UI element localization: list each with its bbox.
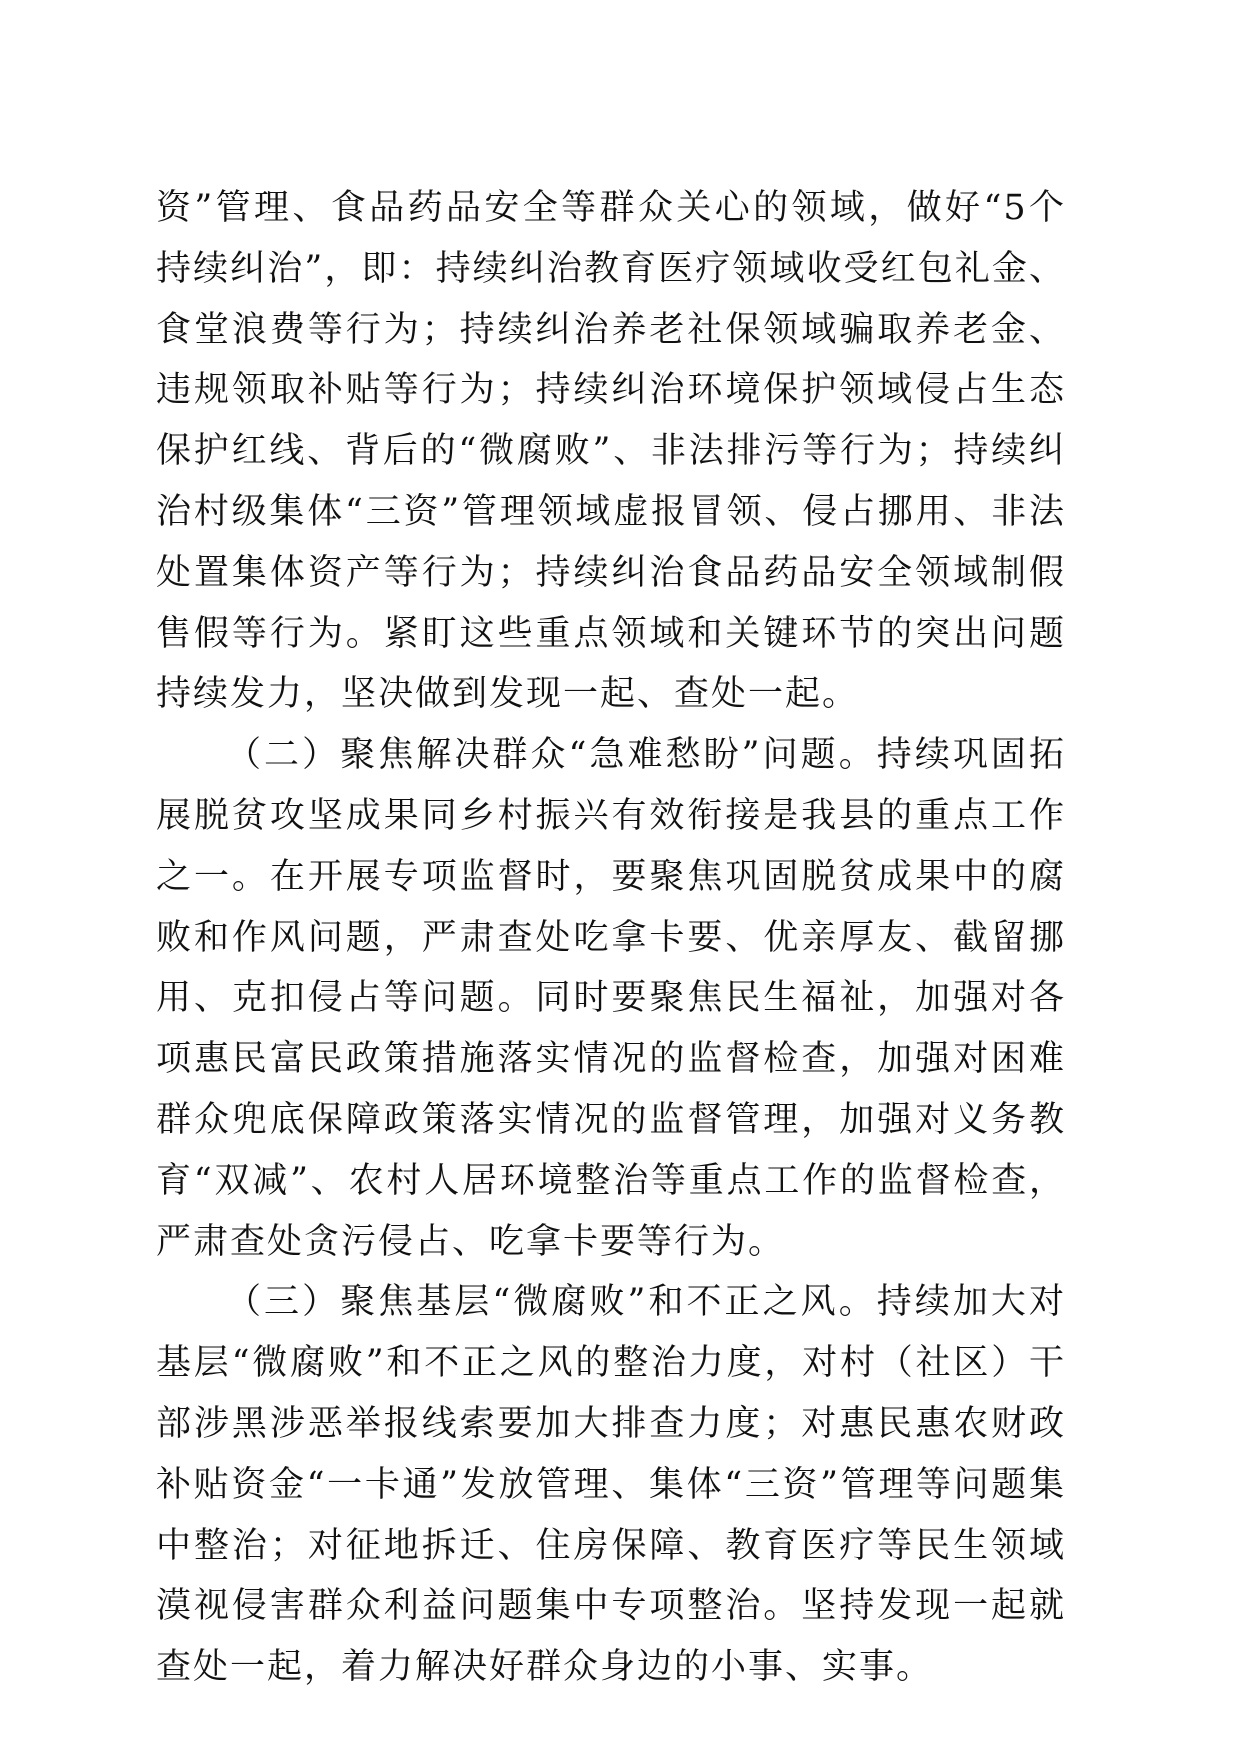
paragraph-section-three: （三）聚焦基层“微腐败”和不正之风。持续加大对基层“微腐败”和不正之风的整治力度，对村（社区）干部涉黑涉恶举报线索要加大排查力度；对惠民惠农财政补贴资金“一卡通”发放管理、集体“三资”管理等问题集中整治；对征地拆迁、住房保障、教育医疗等民生领域漠视侵害群众利益问题集中专项整治。坚持发现一起就查处一起，着力解决好群众身边的小事、实事。: [156, 1282, 1066, 1688]
paragraph-continuation: 资”管理、食品药品安全等群众关心的领域，做好“5个持续纠治”，即：持续纠治教育医疗领域收受红包礼金、食堂浪费等行为；持续纠治养老社保领域骗取养老金、违规领取补贴等行为；持续纠治环境保护领域侵占生态保护红线、背后的“微腐败”、非法排污等行为；持续纠治村级集体“三资”管理领域虚报冒领、侵占挪用、非法处置集体资产等行为；持续纠治食品药品安全领域制假售假等行为。紧盯这些重点领域和关键环节的突出问题持续发力，坚决做到发现一起、查处一起。: [156, 188, 1066, 715]
paragraph-section-two: （二）聚焦解决群众“急难愁盼”问题。持续巩固拓展脱贫攻坚成果同乡村振兴有效衔接是我县的重点工作之一。在开展专项监督时，要聚焦巩固脱贫成果中的腐败和作风问题，严肃查处吃拿卡要、优亲厚友、截留挪用、克扣侵占等问题。同时要聚焦民生福祉，加强对各项惠民富民政策措施落实情况的监督检查，加强对困难群众兜底保障政策落实情况的监督管理，加强对义务教育“双减”、农村人居环境整治等重点工作的监督检查，严肃查处贪污侵占、吃拿卡要等行为。: [156, 735, 1066, 1262]
document-body: [156, 178, 1066, 1698]
